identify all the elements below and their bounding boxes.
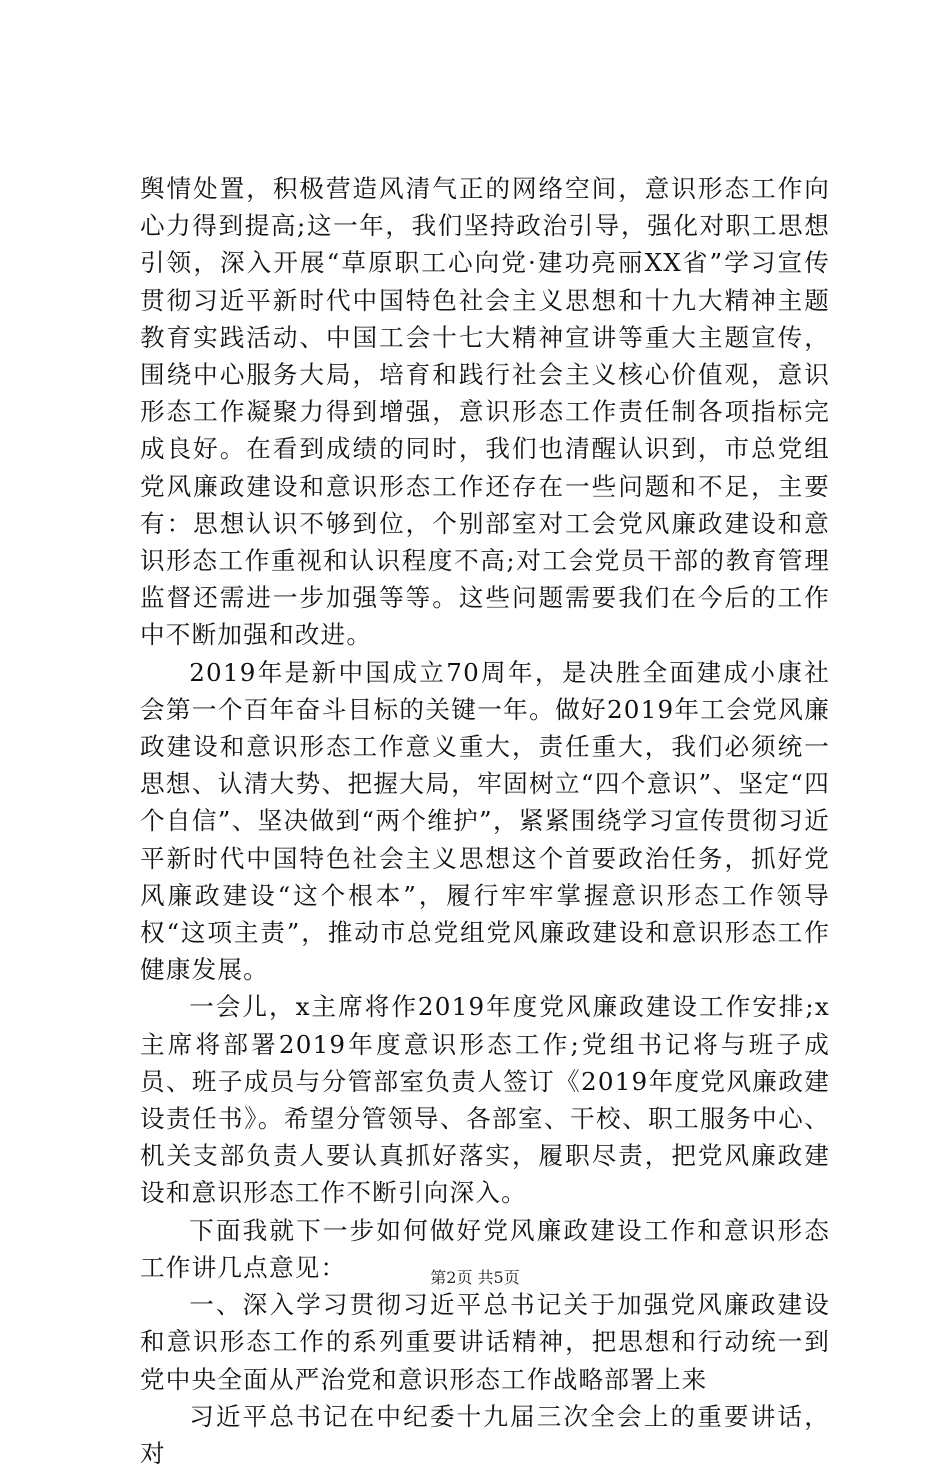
page-number-label: 第2页 共5页	[430, 1268, 520, 1287]
page-footer	[0, 1265, 950, 1288]
section-heading-1: 一、深入学习贯彻习近平总书记关于加强党风廉政建设和意识形态工作的系列重要讲话精神，把思想和行动统一到党中央全面从严治党和意识形态工作战略部署上来	[140, 1290, 830, 1394]
paragraph-2: 2019年是新中国成立70周年，是决胜全面建成小康社会第一个百年奋斗目标的关键一年。做好2019年工会党风廉政建设和意识形态工作意义重大，责任重大，我们必须统一思想、认清大势、把握大局，牢固树立“四个意识”、坚定“四个自信”、坚决做到“两个维护”，紧紧围绕学习宣传贯彻习近平新时代中国特色社会主义思想这个首要政治任务，抓好党风廉政建设“这个根本”，履行牢牢掌握意识形态工作领导权“这项主责”，推动市总党组党风廉政建设和意识形态工作健康发展。	[140, 657, 830, 985]
paragraph-5: 习近平总书记在中纪委十九届三次全会上的重要讲话，对	[140, 1401, 830, 1468]
paragraph-1: 舆情处置，积极营造风清气正的网络空间，意识形态工作向心力得到提高;这一年，我们坚持政治引导，强化对职工思想引领，深入开展“草原职工心向党·建功亮丽XX省”学习宣传贯彻习近平新时代中国特色社会主义思想和十九大精神主题教育实践活动、中国工会十七大精神宣讲等重大主题宣传，围绕中心服务大局，培育和践行社会主义核心价值观，意识形态工作凝聚力得到增强，意识形态工作责任制各项指标完成良好。在看到成绩的同时，我们也清醒认识到，市总党组党风廉政建设和意识形态工作还存在一些问题和不足，主要有：思想认识不够到位，个别部室对工会党风廉政建设和意识形态工作重视和认识程度不高;对工会党员干部的教育管理监督还需进一步加强等等。这些问题需要我们在今后的工作中不断加强和改进。	[140, 174, 830, 650]
paragraph-4: 下面我就下一步如何做好党风廉政建设工作和意识形态工作讲几点意见：	[140, 1215, 830, 1282]
paragraph-3: 一会儿，x主席将作2019年度党风廉政建设工作安排;x主席将部署2019年度意识形态工作;党组书记将与班子成员、班子成员与分管部室负责人签订《2019年度党风廉政建设责任书》。希望分管领导、各部室、干校、职工服务中心、机关支部负责人要认真抓好落实，履职尽责，把党风廉政建设和意识形态工作不断引向深入。	[140, 992, 830, 1208]
